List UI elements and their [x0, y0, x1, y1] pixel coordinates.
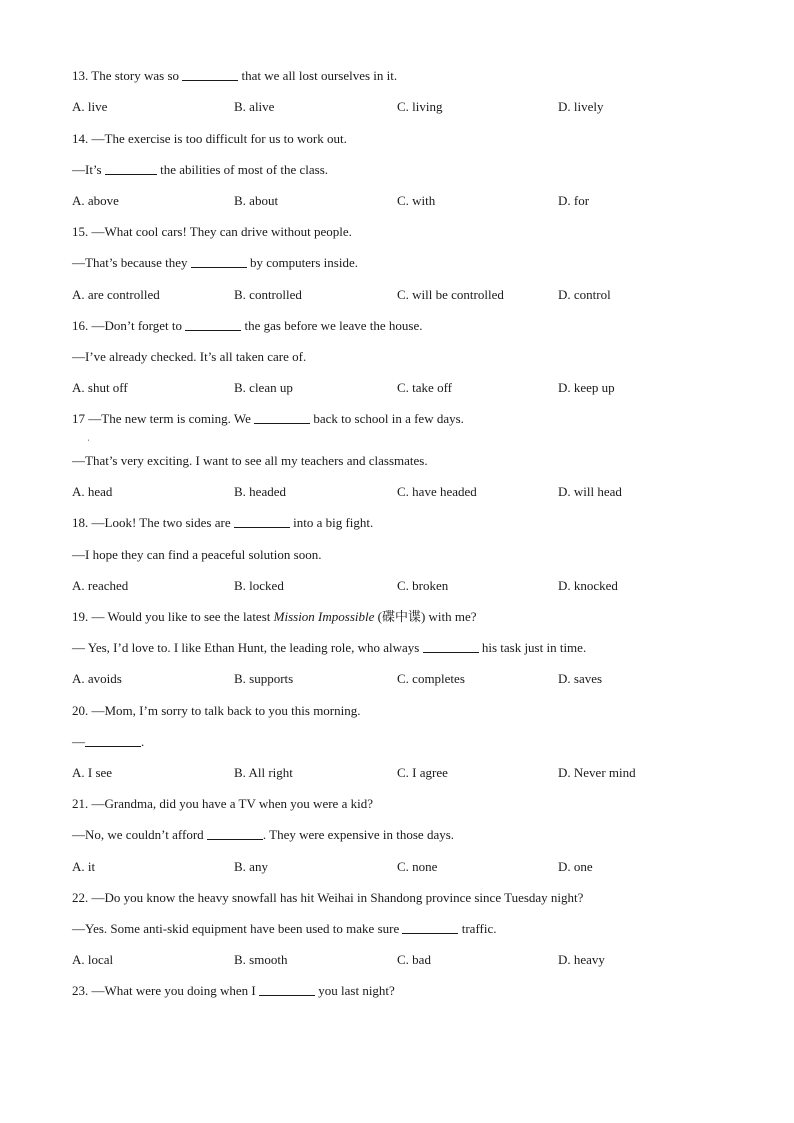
prompt-text: 16. —Don’t forget to — [72, 318, 186, 333]
question-22-reply — [72, 921, 497, 937]
question-13-prompt — [72, 68, 397, 84]
question-20-prompt: 20. —Mom, I’m sorry to talk back to you this morning. — [72, 703, 361, 718]
option-a: A. avoids — [72, 671, 122, 686]
prompt-text: back to school in a few days. — [310, 411, 464, 426]
prompt-text: (碟中谍) with me? — [374, 609, 477, 624]
prompt-text: 19. — Would you like to see the latest — [72, 609, 274, 624]
prompt-text: that we all lost ourselves in it. — [238, 68, 398, 83]
question-14-options — [0, 193, 794, 209]
question-13-options — [0, 99, 794, 115]
answer-blank — [185, 318, 241, 331]
option-d: D. for — [558, 193, 590, 208]
option-b: B. alive — [234, 99, 275, 114]
prompt-text: the gas before we leave the house. — [241, 318, 423, 333]
answer-blank — [85, 734, 141, 747]
question-20-options — [0, 765, 794, 781]
reply-text: . — [141, 734, 145, 749]
prompt-text: into a big fight. — [289, 515, 374, 530]
prompt-text: 17 —The new term is coming. We — [72, 411, 255, 426]
question-22-options — [0, 952, 794, 968]
question-15-options — [0, 287, 794, 303]
question-18-reply: —I hope they can find a peaceful solution soon. — [72, 547, 322, 562]
question-18-options — [0, 578, 794, 594]
reply-text: the abilities of most of the class. — [156, 162, 329, 177]
question-14-reply — [72, 162, 328, 178]
option-a: A. above — [72, 193, 119, 208]
question-20-reply — [72, 734, 144, 750]
option-d: D. lively — [558, 99, 604, 114]
answer-blank — [105, 162, 157, 175]
question-17-reply: —That’s very exciting. I want to see all my teachers and classmates. — [72, 453, 428, 468]
question-18-prompt — [72, 515, 373, 531]
option-d: D. one — [558, 859, 593, 874]
option-b: B. supports — [234, 671, 294, 686]
option-a: A. are controlled — [72, 287, 160, 302]
prompt-text: 18. —Look! The two sides are — [72, 515, 234, 530]
prompt-text: 23. —What were you doing when I — [72, 983, 260, 998]
reply-text: —Yes. Some anti-skid equipment have been used to make sure — [72, 921, 403, 936]
question-17-prompt — [72, 411, 464, 427]
option-b: B. locked — [234, 578, 284, 593]
question-16-options — [0, 380, 794, 396]
option-b: B. headed — [234, 484, 286, 499]
prompt-text: you last night? — [315, 983, 395, 998]
option-c: C. bad — [397, 952, 431, 967]
option-a: A. it — [72, 859, 96, 874]
reply-text: by computers inside. — [246, 255, 358, 270]
option-d: D. keep up — [558, 380, 615, 395]
question-17-options — [0, 484, 794, 500]
option-b: B. smooth — [234, 952, 288, 967]
option-b: B. any — [234, 859, 268, 874]
answer-blank — [191, 255, 247, 268]
question-19-prompt — [72, 609, 477, 625]
option-c: C. take off — [397, 380, 452, 395]
option-d: D. heavy — [558, 952, 605, 967]
option-c: C. broken — [397, 578, 449, 593]
option-b: B. All right — [234, 765, 293, 780]
option-d: D. saves — [558, 671, 603, 686]
question-21-reply — [72, 827, 454, 843]
option-c: C. living — [397, 99, 443, 114]
answer-blank — [254, 411, 310, 424]
option-c: C. will be controlled — [397, 287, 504, 302]
question-21-prompt: 21. —Grandma, did you have a TV when you were a kid? — [72, 796, 373, 811]
question-15-reply — [72, 255, 358, 271]
option-b: B. clean up — [234, 380, 293, 395]
option-b: B. controlled — [234, 287, 302, 302]
reply-text: —It’s — [72, 162, 105, 177]
option-d: D. control — [558, 287, 611, 302]
reply-text: — Yes, I’d love to. I like Ethan Hunt, the leading role, who always — [72, 640, 423, 655]
answer-blank — [423, 640, 479, 653]
option-a: A. shut off — [72, 380, 128, 395]
prompt-text: 13. The story was so — [72, 68, 183, 83]
question-15-prompt: 15. —What cool cars! They can drive without people. — [72, 224, 352, 239]
answer-blank — [207, 827, 263, 840]
movie-title: Mission Impossible — [273, 609, 375, 624]
reply-text: his task just in time. — [478, 640, 587, 655]
option-d: D. will head — [558, 484, 622, 499]
stray-mark: ˌ — [87, 431, 90, 441]
option-b: B. about — [234, 193, 279, 208]
option-c: C. none — [397, 859, 438, 874]
answer-blank — [259, 983, 315, 996]
option-c: C. completes — [397, 671, 465, 686]
question-21-options — [0, 859, 794, 875]
option-c: C. I agree — [397, 765, 448, 780]
reply-text: traffic. — [458, 921, 497, 936]
reply-text: — — [72, 734, 85, 749]
option-d: D. knocked — [558, 578, 618, 593]
question-14-prompt: 14. —The exercise is too difficult for us to work out. — [72, 131, 347, 146]
answer-blank — [402, 921, 458, 934]
question-23-prompt — [72, 983, 395, 999]
option-d: D. Never mind — [558, 765, 636, 780]
reply-text: —That’s because they — [72, 255, 191, 270]
question-22-prompt: 22. —Do you know the heavy snowfall has hit Weihai in Shandong province since Tuesday night? — [72, 890, 584, 905]
option-c: C. have headed — [397, 484, 477, 499]
question-16-prompt — [72, 318, 422, 334]
question-16-reply: —I’ve already checked. It’s all taken care of. — [72, 349, 307, 364]
option-a: A. local — [72, 952, 114, 967]
option-a: A. live — [72, 99, 108, 114]
question-19-reply — [72, 640, 586, 656]
reply-text: —No, we couldn’t afford — [72, 827, 207, 842]
option-a: A. I see — [72, 765, 113, 780]
option-a: A. head — [72, 484, 113, 499]
answer-blank — [234, 515, 290, 528]
answer-blank — [182, 68, 238, 81]
question-19-options — [0, 671, 794, 687]
option-c: C. with — [397, 193, 436, 208]
reply-text: . They were expensive in those days. — [262, 827, 455, 842]
option-a: A. reached — [72, 578, 129, 593]
